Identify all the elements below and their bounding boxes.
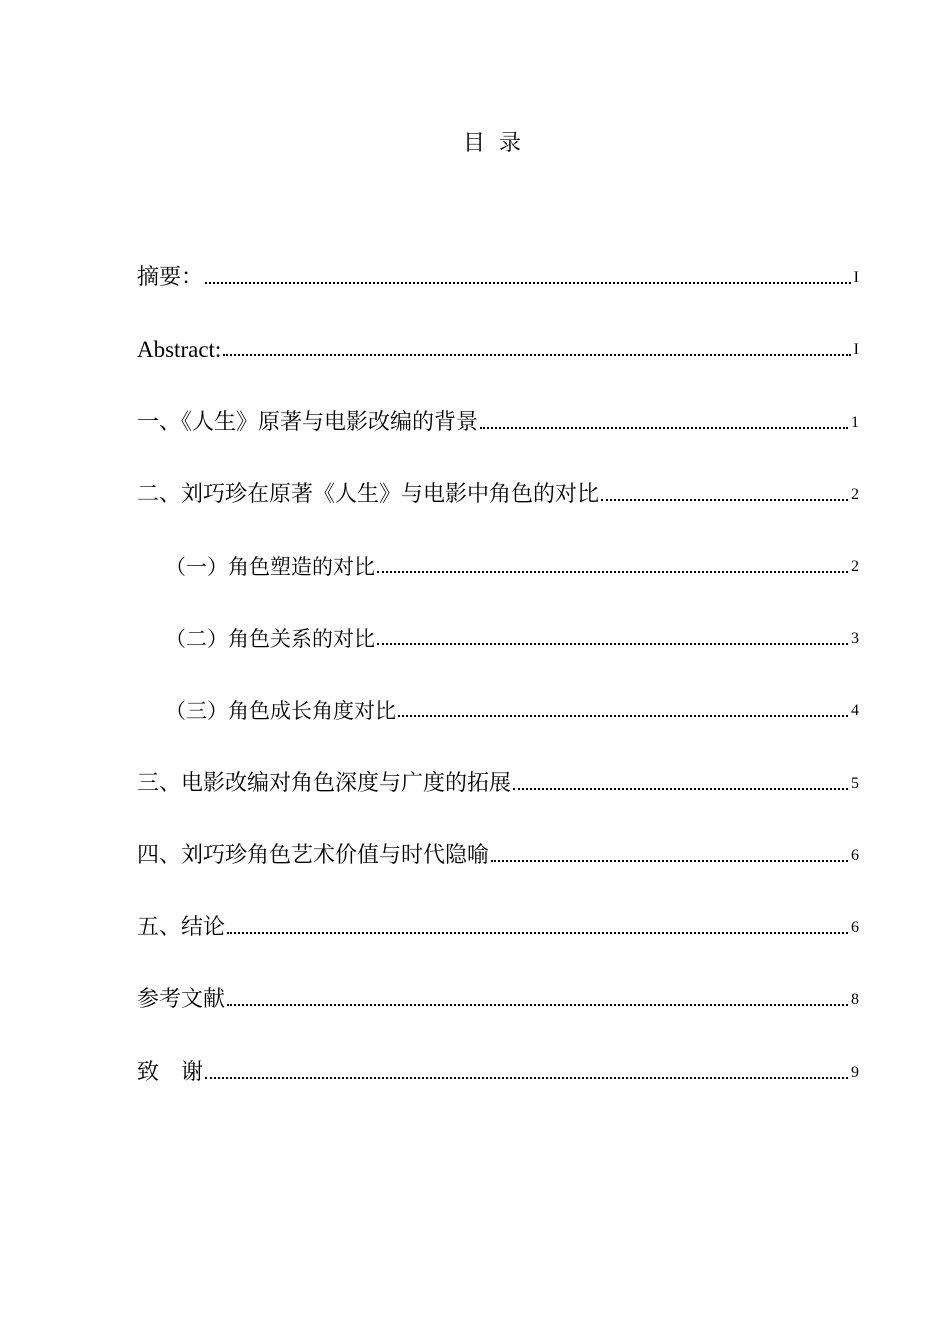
toc-entry-section-2-3[interactable] (137, 689, 859, 725)
toc-entry-section-5[interactable] (137, 906, 859, 942)
toc-entry-page: 4 (851, 702, 859, 719)
toc-entry-label: （一）角色塑造的对比 (165, 555, 375, 579)
toc-entry-label: 三、电影改编对角色深度与广度的拓展 (137, 771, 512, 796)
toc-entry-page: I (853, 341, 859, 358)
toc-entry-label: 参考文献 (137, 987, 226, 1012)
toc-dot-leader (227, 932, 848, 934)
toc-entry-section-1[interactable] (137, 401, 859, 437)
toc-entry-label: 摘要： (137, 265, 204, 290)
toc-entry-acknowledgements[interactable] (137, 1051, 859, 1087)
toc-entry-page: 2 (851, 486, 859, 503)
toc-entry-page: 5 (851, 775, 859, 792)
toc-entry-page: I (853, 269, 859, 286)
toc-entry-page: 6 (851, 919, 859, 936)
toc-entry-label: 致 谢 (137, 1060, 204, 1085)
toc-dot-leader (513, 788, 848, 790)
toc-entry-label: 二、刘巧珍在原著《人生》与电影中角色的对比 (137, 482, 600, 507)
toc-entry-label: （三）角色成长角度对比 (165, 699, 396, 723)
toc-entry-abstract-en[interactable] (137, 328, 859, 364)
toc-dot-leader (205, 1077, 848, 1079)
toc-entry-page: 8 (851, 991, 859, 1008)
toc-dot-leader (398, 715, 848, 717)
toc-entry-label: 一、《人生》原著与电影改编的背景 (137, 410, 479, 435)
toc-entry-page: 3 (851, 630, 859, 647)
toc-dot-leader (491, 860, 848, 862)
toc-dot-leader (601, 499, 848, 501)
toc-entry-page: 1 (851, 414, 859, 431)
toc-entry-section-2-2[interactable] (137, 617, 859, 653)
toc-entry-references[interactable] (137, 978, 859, 1014)
toc-entry-abstract-cn[interactable] (137, 256, 859, 292)
toc-dot-leader (223, 354, 850, 356)
toc-entry-label: 五、结论 (137, 915, 226, 940)
toc-entry-page: 6 (851, 847, 859, 864)
toc-entry-page: 9 (851, 1064, 859, 1081)
toc-dot-leader (227, 1004, 848, 1006)
toc-entry-page: 2 (851, 558, 859, 575)
toc-dot-leader (205, 282, 851, 284)
page-title: 目录 (462, 131, 535, 156)
toc-entry-section-2[interactable] (137, 473, 859, 509)
toc-entry-section-3[interactable] (137, 762, 859, 798)
toc-entry-label: Abstract: (137, 337, 222, 362)
toc-entry-label: （二）角色关系的对比 (165, 627, 375, 651)
toc-dot-leader (377, 571, 848, 573)
toc-entry-section-4[interactable] (137, 834, 859, 870)
toc-dot-leader (377, 643, 848, 645)
toc-entry-section-2-1[interactable] (137, 545, 859, 581)
toc-entry-label: 四、刘巧珍角色艺术价值与时代隐喻 (137, 843, 490, 868)
toc-dot-leader (480, 427, 848, 429)
